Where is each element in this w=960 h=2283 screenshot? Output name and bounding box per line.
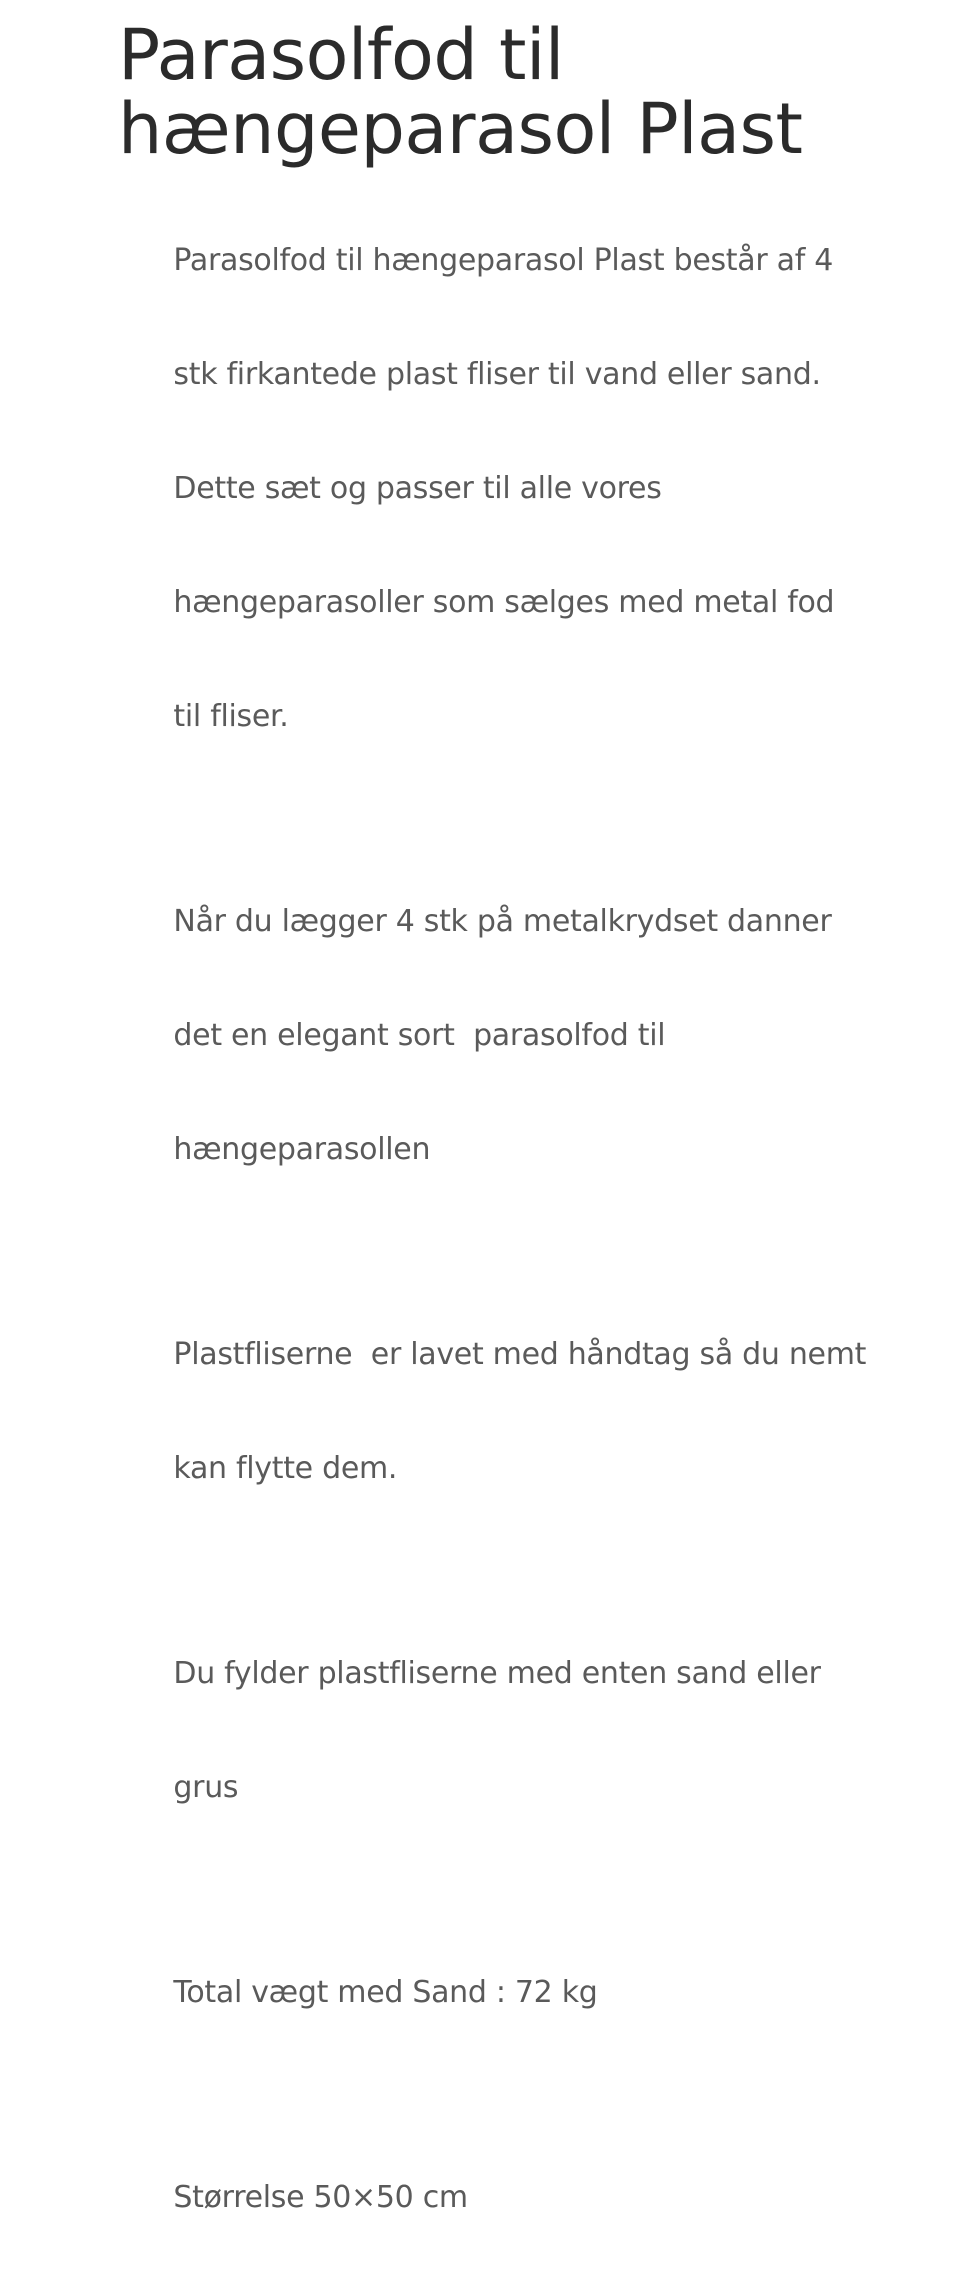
description-paragraph-assembly <box>118 836 878 1235</box>
description-line: hængeparasollen <box>173 1132 431 1167</box>
description-line: hængeparasoller som sælges med metal fod <box>173 585 835 620</box>
description-paragraph-intro <box>118 175 878 802</box>
description-line: kan flytte dem. <box>173 1451 398 1486</box>
description-line: grus <box>173 1770 239 1805</box>
description-line: Plastfliserne er lavet med håndtag så du nemt <box>173 1337 867 1372</box>
description-line: til fliser. <box>173 699 289 734</box>
description-paragraph-size <box>118 2112 878 2283</box>
description-paragraph-weight <box>118 1907 878 2078</box>
description-line: det en elegant sort parasolfod til <box>173 1018 666 1053</box>
description-line: Dette sæt og passer til alle vores <box>173 471 662 506</box>
description-paragraph-filling <box>118 1588 878 1873</box>
description-line: Du fylder plastfliserne med enten sand eller <box>173 1656 821 1691</box>
description-line: Når du lægger 4 stk på metalkrydset danner <box>173 904 832 939</box>
description-paragraph-handles <box>118 1269 878 1554</box>
description-line: Parasolfod til hængeparasol Plast består af 4 <box>173 243 833 278</box>
description-line: stk firkantede plast fliser til vand eller sand. <box>173 357 821 392</box>
product-title-line: hængeparasol Plast <box>118 88 803 170</box>
product-title <box>118 14 878 170</box>
product-description <box>118 175 878 2283</box>
description-line: Total vægt med Sand : 72 kg <box>173 1975 598 2010</box>
product-title-line: Parasolfod til <box>118 14 564 96</box>
description-line: Størrelse 50×50 cm <box>173 2180 468 2215</box>
product-description-section <box>118 14 878 2283</box>
